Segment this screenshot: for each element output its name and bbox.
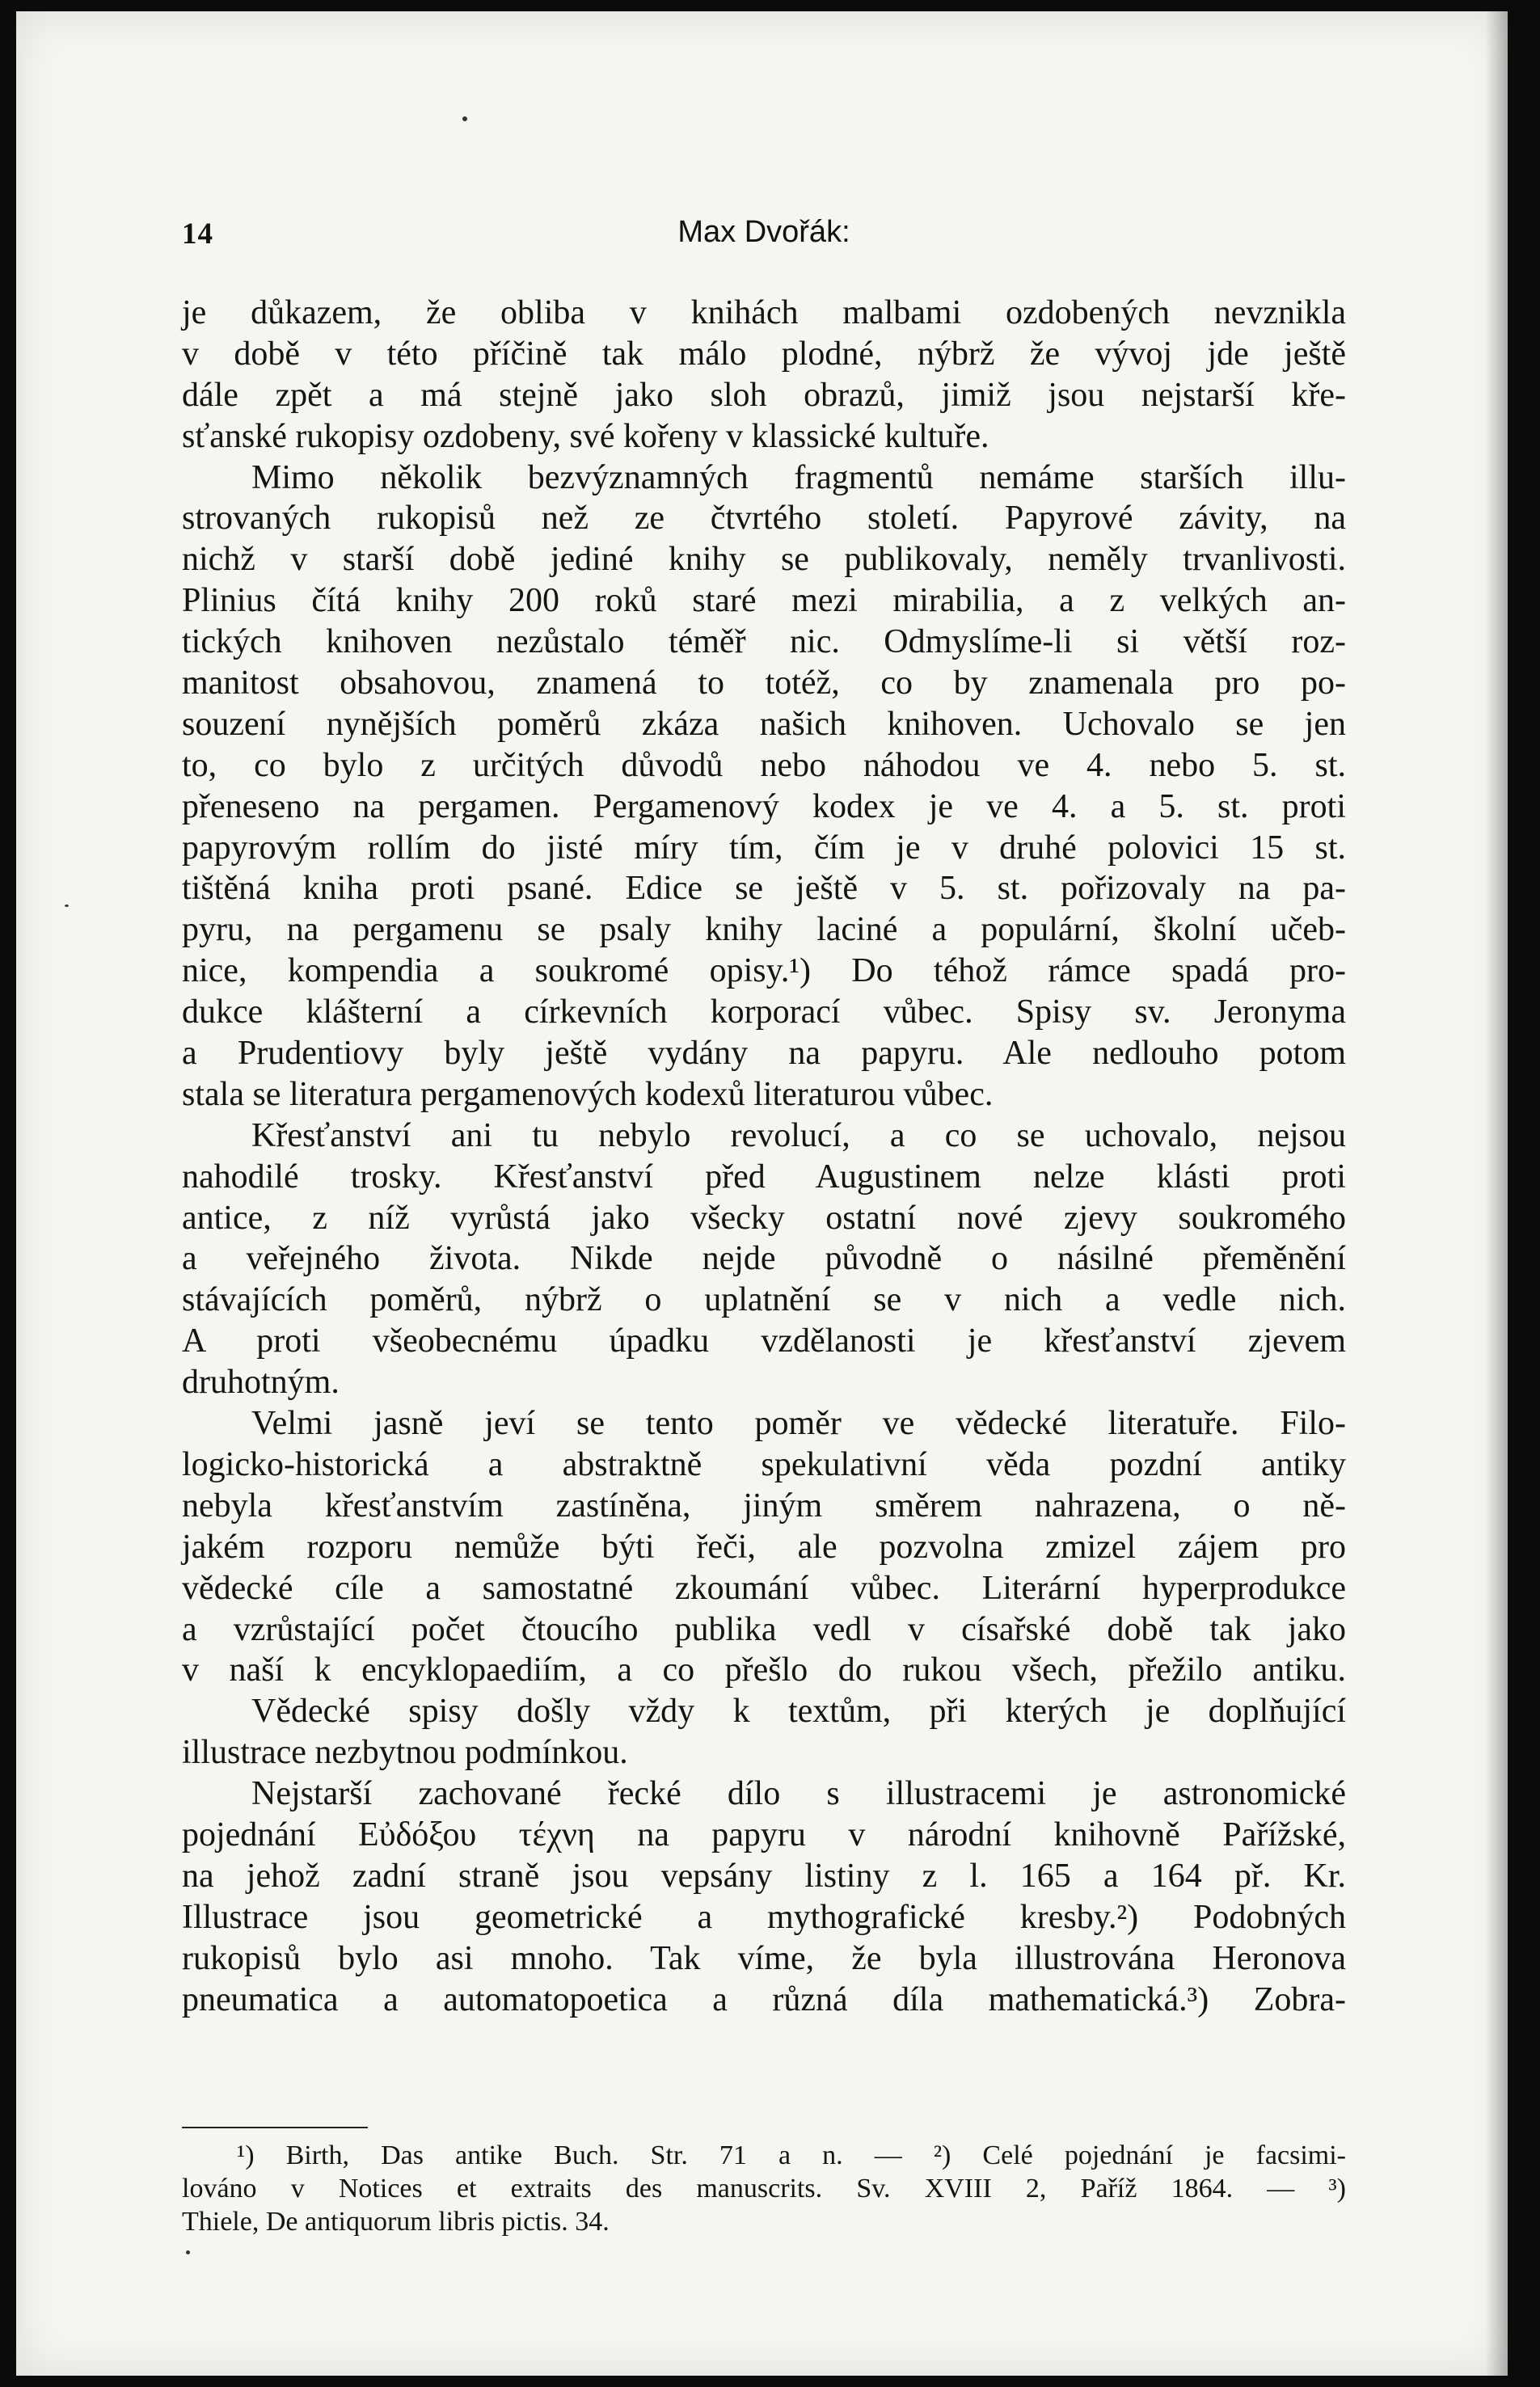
- body-text: [182, 293, 1346, 2020]
- scan-speck: [186, 2250, 190, 2254]
- text-line: nichž v starší době jediné knihy se publikovaly, neměly trvanlivosti.: [182, 541, 1346, 579]
- text-line: přeneseno na pergamen. Pergamenový kodex je ve 4. a 5. st. proti: [182, 787, 1346, 825]
- text-line: jakém rozporu nemůže býti řeči, ale pozvolna zmizel zájem pro: [182, 1528, 1346, 1566]
- text-line: stávajících poměrů, nýbrž o uplatnění se v nich a vedle nich.: [182, 1281, 1346, 1319]
- text-line: v době v této příčině tak málo plodné, nýbrž že vývoj jde ještě: [182, 335, 1346, 373]
- paragraph-start-line: Nejstarší zachované řecké dílo s illustracemi je astronomické: [251, 1775, 1346, 1813]
- text-line: nebyla křesťanstvím zastíněna, jiným směrem nahrazena, o ně-: [182, 1487, 1346, 1525]
- text-line: je důkazem, že obliba v knihách malbami ozdobených nevznikla: [182, 294, 1346, 331]
- text-line: Plinius čítá knihy 200 roků staré mezi mirabilia, a z velkých an-: [182, 582, 1346, 620]
- text-line: logicko-historická a abstraktně spekulativní věda pozdní antiky: [182, 1445, 1346, 1483]
- paragraph-start-line: Vědecké spisy došly vždy k textům, při kterých je doplňující: [251, 1693, 1346, 1731]
- text-line: tických knihoven nezůstalo téměř nic. Odmyslíme-li si větší roz-: [182, 623, 1346, 661]
- paragraph-start-line: Velmi jasně jeví se tento poměr ve vědecké literatuře. Filo-: [251, 1405, 1346, 1443]
- footnote-line: Thiele, De antiquorum libris pictis. 34.: [182, 2207, 610, 2237]
- text-line: stala se literatura pergamenových kodexů literaturou vůbec.: [182, 1075, 994, 1113]
- text-line: tištěná kniha proti psané. Edice se ještě v 5. st. pořizovaly na pa-: [182, 870, 1346, 908]
- text-line: illustrace nezbytnou podmínkou.: [182, 1734, 628, 1772]
- text-line: souzení nynějších poměrů zkáza našich knihoven. Uchovalo se jen: [182, 705, 1346, 743]
- text-line: a veřejného života. Nikde nejde původně o násilné přeměnění: [182, 1240, 1346, 1278]
- text-line: Illustrace jsou geometrické a mythografické kresby.²) Podobných: [182, 1898, 1346, 1936]
- text-line: a Prudentiovy byly ještě vydány na papyru. Ale nedlouho potom: [182, 1035, 1346, 1073]
- running-head-author: Max Dvořák:: [677, 215, 850, 249]
- text-line: rukopisů bylo asi mnoho. Tak víme, že byla illustrována Heronova: [182, 1939, 1346, 1977]
- paragraph-start-line: Mimo několik bezvýznamných fragmentů nemáme starších illu-: [251, 458, 1346, 496]
- text-line: antice, z níž vyrůstá jako všecky ostatní nové zjevy soukromého: [182, 1199, 1346, 1237]
- page-header: [182, 212, 1346, 257]
- text-line: papyrovým rollím do jisté míry tím, čím je v druhé polovici 15 st.: [182, 829, 1346, 867]
- text-line: nice, kompendia a soukromé opisy.¹) Do téhož rámce spadá pro-: [182, 952, 1346, 990]
- text-line: sťanské rukopisy ozdobeny, své kořeny v klassické kultuře.: [182, 417, 989, 455]
- scan-shadow-edge: [1485, 11, 1508, 2376]
- text-line: pojednání Εὐδόξου τέχνη na papyru v národní knihovně Pařížské,: [182, 1816, 1346, 1854]
- scan-speck: [462, 116, 467, 121]
- text-line: dukce klášterní a církevních korporací vůbec. Spisy sv. Jeronyma: [182, 993, 1346, 1031]
- text-line: pneumatica a automatopoetica a různá díla mathematická.³) Zobra-: [182, 1980, 1346, 2018]
- scan-speck: [65, 905, 69, 907]
- footnotes: [182, 2139, 1346, 2238]
- text-line: strovaných rukopisů než ze čtvrtého století. Papyrové závity, na: [182, 500, 1346, 538]
- page-number: 14: [182, 217, 213, 251]
- text-line: v naší k encyklopaediím, a co přešlo do rukou všech, přežilo antiku.: [182, 1651, 1346, 1689]
- text-line: druhotným.: [182, 1364, 340, 1402]
- text-line: vědecké cíle a samostatné zkoumání vůbec. Literární hyperprodukce: [182, 1569, 1346, 1607]
- text-line: to, co bylo z určitých důvodů nebo náhodou ve 4. nebo 5. st.: [182, 746, 1346, 784]
- footnote-line: lováno v Notices et extraits des manuscrits. Sv. XVIII 2, Paříž 1864. — ³): [182, 2174, 1346, 2204]
- text-line: manitost obsahovou, znamená to totéž, co by znamenala pro po-: [182, 664, 1346, 702]
- scanned-page: [16, 11, 1508, 2376]
- text-line: a vzrůstající počet čtoucího publika vedl v císařské době tak jako: [182, 1610, 1346, 1648]
- text-line: dále zpět a má stejně jako sloh obrazů, jimiž jsou nejstarší kře-: [182, 376, 1346, 414]
- paragraph-start-line: Křesťanství ani tu nebylo revolucí, a co se uchovalo, nejsou: [251, 1116, 1346, 1154]
- text-line: nahodilé trosky. Křesťanství před Augustinem nelze klásti proti: [182, 1158, 1346, 1196]
- footnote-rule: [182, 2127, 368, 2128]
- footnote-line: ¹) Birth, Das antike Buch. Str. 71 a n. — ²) Celé pojednání je facsimi-: [237, 2140, 1346, 2170]
- text-line: pyru, na pergamenu se psaly knihy laciné a populární, školní učeb-: [182, 911, 1346, 949]
- text-line: A proti všeobecnému úpadku vzdělanosti je křesťanství zjevem: [182, 1322, 1346, 1360]
- text-line: na jehož zadní straně jsou vepsány listiny z l. 165 a 164 př. Kr.: [182, 1857, 1346, 1895]
